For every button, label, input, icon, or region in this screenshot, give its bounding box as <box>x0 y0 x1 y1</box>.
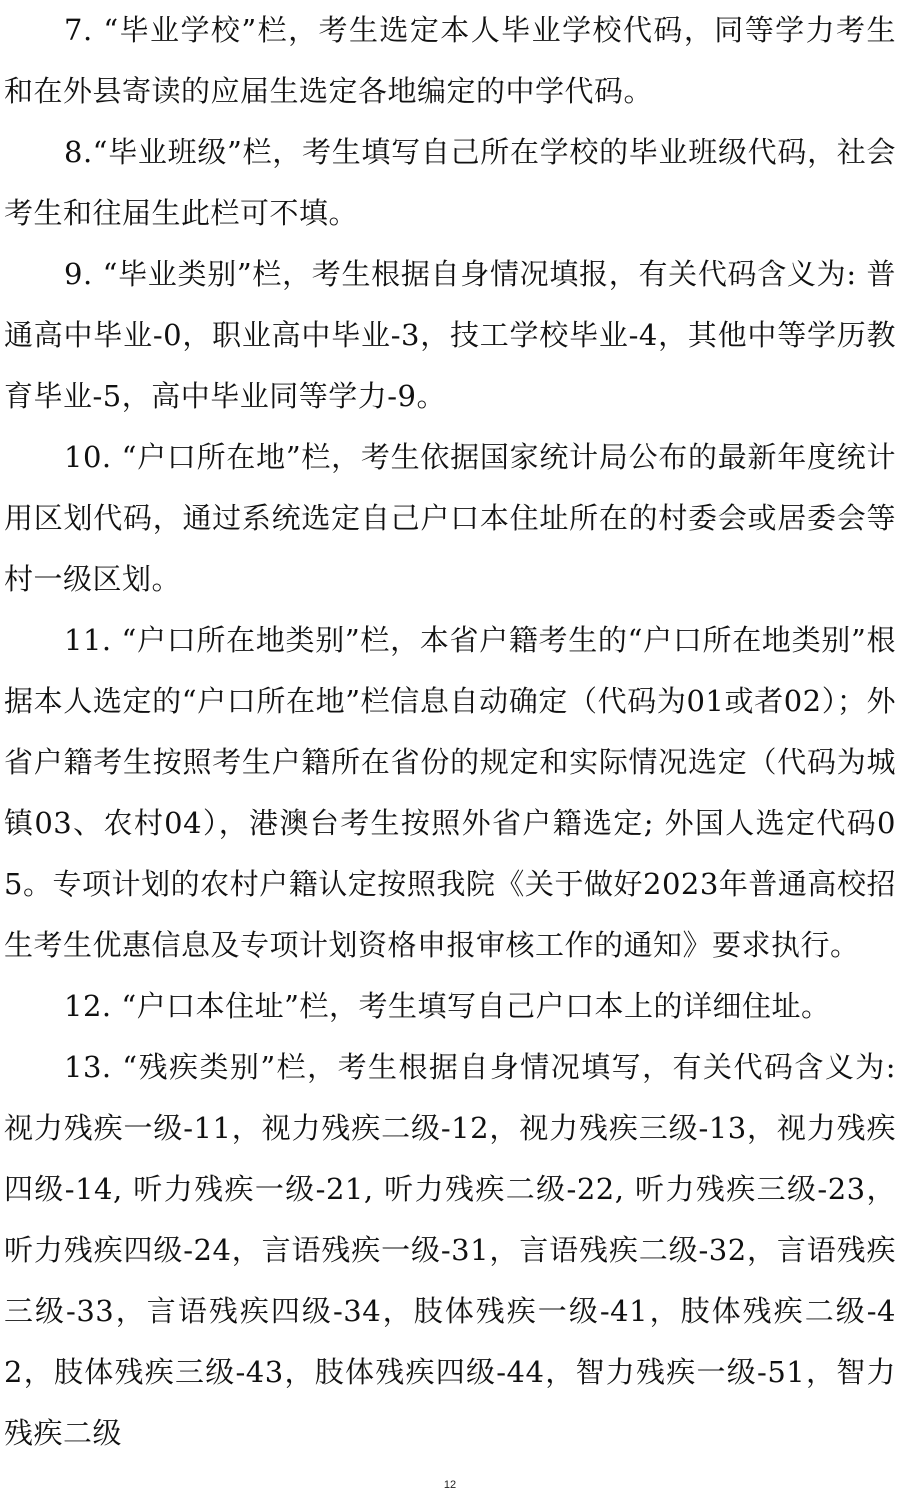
paragraph-item-13: 13. “残疾类别”栏，考生根据自身情况填写，有关代码含义为: 视力残疾一级-11，视力残疾二级-12，视力残疾三级-13，视力残疾四级-14, 听力残疾一级-21, 听力残疾二级-22, 听力残疾三级-23，听力残疾四级-24，言语残疾一级-31，言语残疾二级-32，言语残疾三级-33，言语残疾四级-34，肢体残疾一级-41，肢体残疾二级-42，肢体残疾三级-43，肢体残疾四级-44，智力残疾一级-51，智力残疾二级 <box>4 1050 896 1450</box>
page-number: 12 <box>443 1479 457 1491</box>
paragraph-item-8: 8.“毕业班级”栏，考生填写自己所在学校的毕业班级代码，社会考生和往届生此栏可不填。 <box>4 135 896 230</box>
document-body <box>4 0 896 1464</box>
paragraph-item-10: 10. “户口所在地”栏，考生依据国家统计局公布的最新年度统计用区划代码，通过系统选定自己户口本住址所在的村委会或居委会等村一级区划。 <box>4 440 896 596</box>
paragraph-item-12: 12. “户口本住址”栏，考生填写自己户口本上的详细住址。 <box>64 989 831 1023</box>
paragraph-item-7: 7. “毕业学校”栏，考生选定本人毕业学校代码，同等学力考生和在外县寄读的应届生选定各地编定的中学代码。 <box>4 13 896 108</box>
paragraph-item-9: 9. “毕业类别”栏，考生根据自身情况填报，有关代码含义为: 普通高中毕业-0，职业高中毕业-3，技工学校毕业-4，其他中等学历教育毕业-5，高中毕业同等学力-9。 <box>4 257 896 413</box>
paragraph-item-11: 11. “户口所在地类别”栏，本省户籍考生的“户口所在地类别”根据本人选定的“户口所在地”栏信息自动确定（代码为01或者02）；外省户籍考生按照考生户籍所在省份的规定和实际情况选定（代码为城镇03、农村04），港澳台考生按照外省户籍选定; 外国人选定代码05。专项计划的农村户籍认定按照我院《关于做好2023年普通高校招生考生优惠信息及专项计划资格申报审核工作的通知》要求执行。 <box>4 623 896 962</box>
